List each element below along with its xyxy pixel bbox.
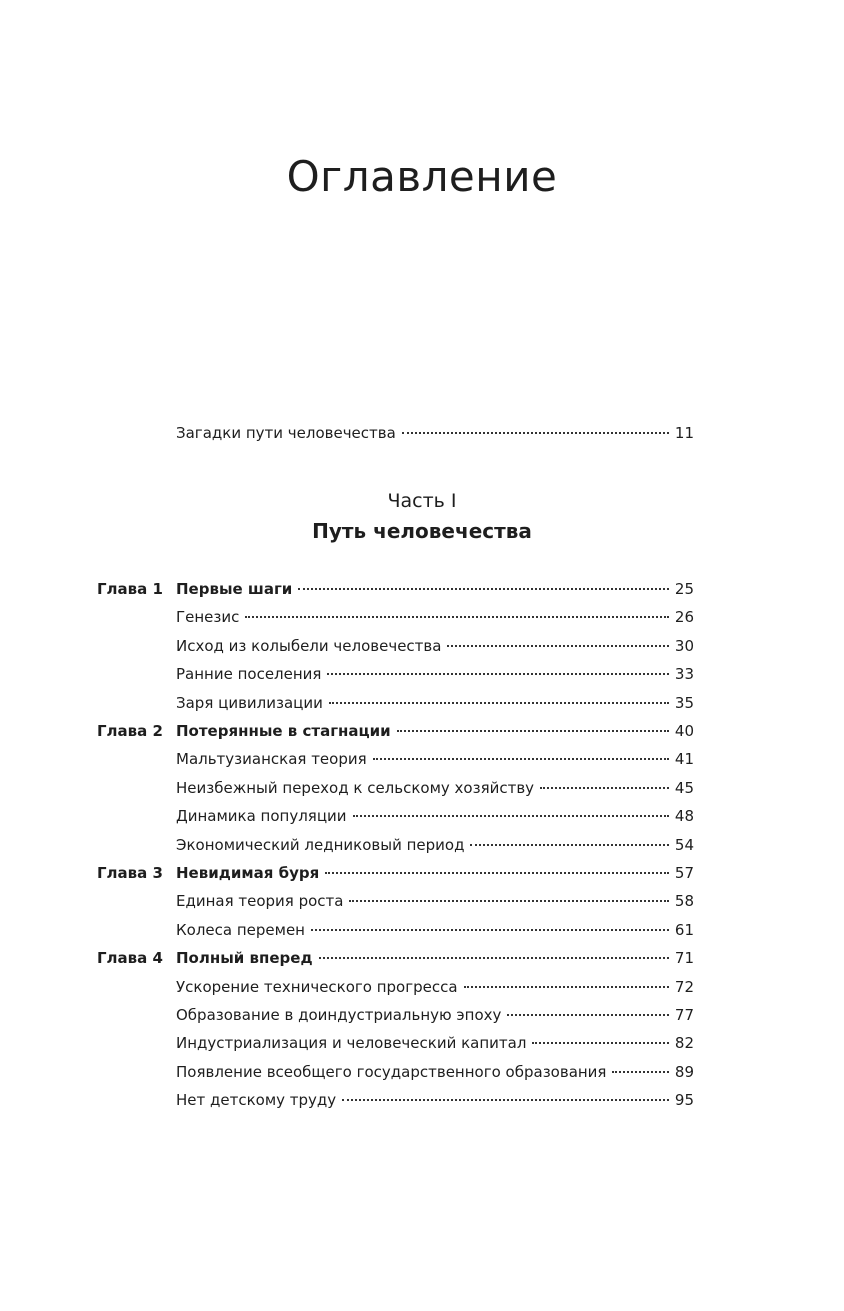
toc-section-row[interactable] (0, 1034, 844, 1058)
chapter-label: Глава 4 (97, 949, 163, 968)
toc-entry (176, 665, 694, 683)
dot-leader (349, 900, 668, 902)
toc-section-row[interactable] (0, 921, 844, 945)
toc-section-row[interactable] (0, 1091, 844, 1115)
toc-entry-page: 54 (674, 835, 694, 854)
toc-entry (176, 1091, 694, 1109)
toc-entry (176, 1034, 694, 1052)
toc-entry-page: 40 (674, 722, 694, 740)
toc-chapter-row[interactable] (0, 580, 844, 604)
dot-leader (612, 1071, 668, 1073)
toc-section-row[interactable] (0, 694, 844, 718)
toc-entry-page: 11 (674, 424, 694, 442)
dot-leader (327, 673, 668, 675)
toc-entry-title: Невидимая буря (176, 864, 320, 882)
toc-section-row[interactable] (0, 637, 844, 661)
toc-entry-title: Загадки пути человечества (176, 424, 396, 442)
toc-section-row[interactable] (0, 1063, 844, 1087)
toc-entry (176, 892, 694, 910)
toc-entry-page: 25 (674, 580, 694, 598)
toc-entry-page: 77 (674, 1006, 694, 1024)
toc-entry-page: 35 (674, 693, 694, 712)
toc-entry (176, 1006, 694, 1024)
dot-leader (470, 844, 668, 846)
toc-intro-entry[interactable] (0, 424, 844, 448)
toc-entry (176, 836, 694, 854)
toc-entry (176, 608, 694, 626)
toc-entry (176, 978, 694, 996)
toc-entry (176, 779, 694, 797)
toc-entry-page: 71 (674, 949, 694, 968)
toc-chapter-row[interactable] (0, 722, 844, 746)
toc-entry (176, 864, 694, 882)
toc-entry-title: Появление всеобщего государственного образования (176, 1062, 607, 1081)
toc-entry-title: Колеса перемен (176, 920, 305, 939)
toc-entry (176, 750, 694, 768)
part-label: Часть I (387, 490, 457, 512)
toc-entry-page: 33 (674, 665, 694, 684)
toc-entry-title: Динамика популяции (176, 807, 347, 826)
dot-leader (373, 758, 669, 760)
dot-leader (319, 957, 669, 959)
dot-leader (325, 872, 669, 874)
toc-entry-title: Экономический ледниковый период (176, 835, 465, 854)
dot-leader (507, 1014, 669, 1016)
dot-leader (447, 645, 668, 647)
toc-section-row[interactable] (0, 608, 844, 632)
toc-entry-page: 58 (674, 892, 694, 911)
toc-section-row[interactable] (0, 750, 844, 774)
toc-entry-page: 41 (674, 750, 694, 769)
toc-entry-page: 48 (674, 807, 694, 826)
toc-section-row[interactable] (0, 807, 844, 831)
toc-entry (176, 722, 694, 740)
dot-leader (311, 929, 669, 931)
toc-entry-title: Нет детскому труду (176, 1091, 337, 1110)
toc-entry (176, 1063, 694, 1081)
toc-entry (176, 637, 694, 655)
toc-entry-title: Полный вперед (176, 949, 313, 968)
toc-chapter-row[interactable] (0, 949, 844, 973)
toc-entry-page: 45 (674, 778, 694, 797)
toc-entry-page: 72 (674, 977, 694, 996)
toc-section-row[interactable] (0, 665, 844, 689)
dot-leader (342, 1099, 669, 1101)
toc-entry-title: Исход из колыбели человечества (176, 636, 442, 655)
toc-entry-page: 57 (674, 864, 694, 882)
toc-entry-title: Единая теория роста (176, 892, 344, 911)
chapter-label: Глава 3 (97, 864, 163, 882)
toc-section-row[interactable] (0, 836, 844, 860)
toc-entry-page: 95 (674, 1091, 694, 1110)
toc-entry-title: Ускорение технического прогресса (176, 977, 458, 996)
chapter-label: Глава 1 (97, 580, 163, 598)
toc-entry (176, 694, 694, 712)
toc-entry-title: Заря цивилизации (176, 693, 323, 712)
dot-leader (464, 986, 669, 988)
toc-entry-title: Мальтузианская теория (176, 750, 367, 769)
toc-entry-title: Образование в доиндустриальную эпоху (176, 1006, 502, 1024)
toc-entry-page: 89 (674, 1062, 694, 1081)
toc-entry-page: 82 (674, 1034, 694, 1053)
page-title: Оглавление (286, 152, 558, 201)
toc-entry-page: 30 (674, 636, 694, 655)
toc-entry-title: Неизбежный переход к сельскому хозяйству (176, 778, 535, 797)
toc-section-row[interactable] (0, 1006, 844, 1030)
toc-chapter-row[interactable] (0, 864, 844, 888)
toc-entry (176, 807, 694, 825)
toc-entry-page: 61 (674, 920, 694, 939)
dot-leader (397, 730, 669, 732)
toc-entry-title: Потерянные в стагнации (176, 722, 391, 740)
toc-entry-title: Ранние поселения (176, 665, 322, 684)
part-title: Путь человечества (312, 519, 532, 543)
toc-entry (176, 580, 694, 598)
toc-entry (176, 424, 694, 442)
dot-leader (540, 787, 669, 789)
toc-section-row[interactable] (0, 978, 844, 1002)
toc-entry-title: Генезис (176, 608, 240, 627)
toc-section-row[interactable] (0, 892, 844, 916)
dot-leader (402, 432, 669, 434)
toc-entry (176, 921, 694, 939)
dot-leader (353, 815, 669, 817)
dot-leader (329, 702, 669, 704)
chapter-label: Глава 2 (97, 722, 163, 740)
toc-entry-page: 26 (674, 608, 694, 627)
dot-leader (245, 616, 669, 618)
dot-leader (298, 588, 669, 590)
toc-section-row[interactable] (0, 779, 844, 803)
toc-entry-title: Первые шаги (176, 580, 293, 598)
toc-entry-title: Индустриализация и человеческий капитал (176, 1034, 527, 1053)
dot-leader (532, 1042, 669, 1044)
toc-entry (176, 949, 694, 967)
